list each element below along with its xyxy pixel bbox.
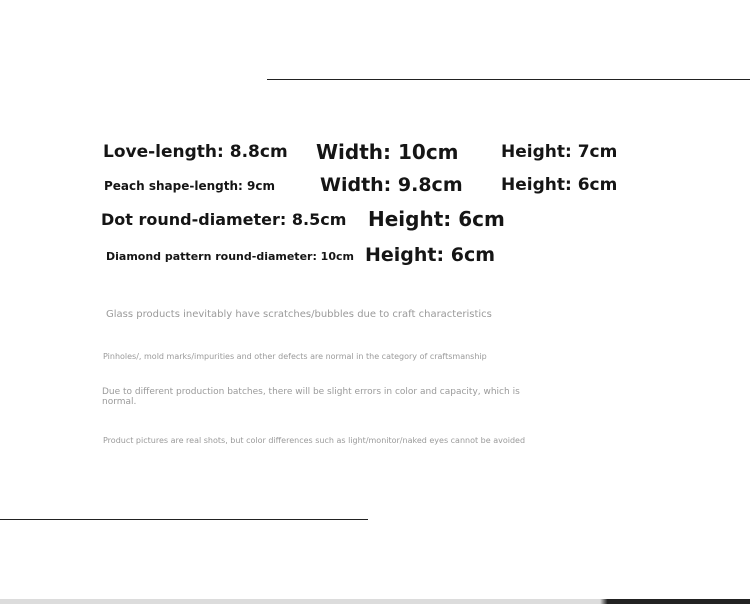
bottom-edge-bar — [0, 599, 750, 604]
love-height-label: Height: 7cm — [501, 142, 618, 162]
love-length-label: Love-length: 8.8cm — [103, 142, 288, 162]
dot-round-height-label: Height: 6cm — [368, 207, 505, 231]
note-scratches: Glass products inevitably have scratches/bubbles due to craft characteristics — [106, 309, 492, 320]
peach-length-label: Peach shape-length: 9cm — [104, 179, 275, 193]
note-batch-errors: Due to different production batches, there will be slight errors in color and capacity, which is normal. — [102, 387, 520, 408]
dot-round-diameter-label: Dot round-diameter: 8.5cm — [101, 210, 347, 229]
peach-height-label: Height: 6cm — [501, 175, 618, 195]
bottom-divider — [0, 519, 368, 520]
note-defects: Pinholes/, mold marks/impurities and other defects are normal in the category of craftsmanship — [103, 352, 487, 361]
diamond-round-diameter-label: Diamond pattern round-diameter: 10cm — [106, 250, 354, 263]
diamond-round-height-label: Height: 6cm — [365, 244, 496, 266]
peach-width-label: Width: 9.8cm — [320, 174, 463, 196]
note-color-difference: Product pictures are real shots, but color differences such as light/monitor/naked eyes cannot be avoided — [103, 436, 526, 445]
top-divider — [267, 79, 750, 80]
love-width-label: Width: 10cm — [316, 140, 459, 164]
